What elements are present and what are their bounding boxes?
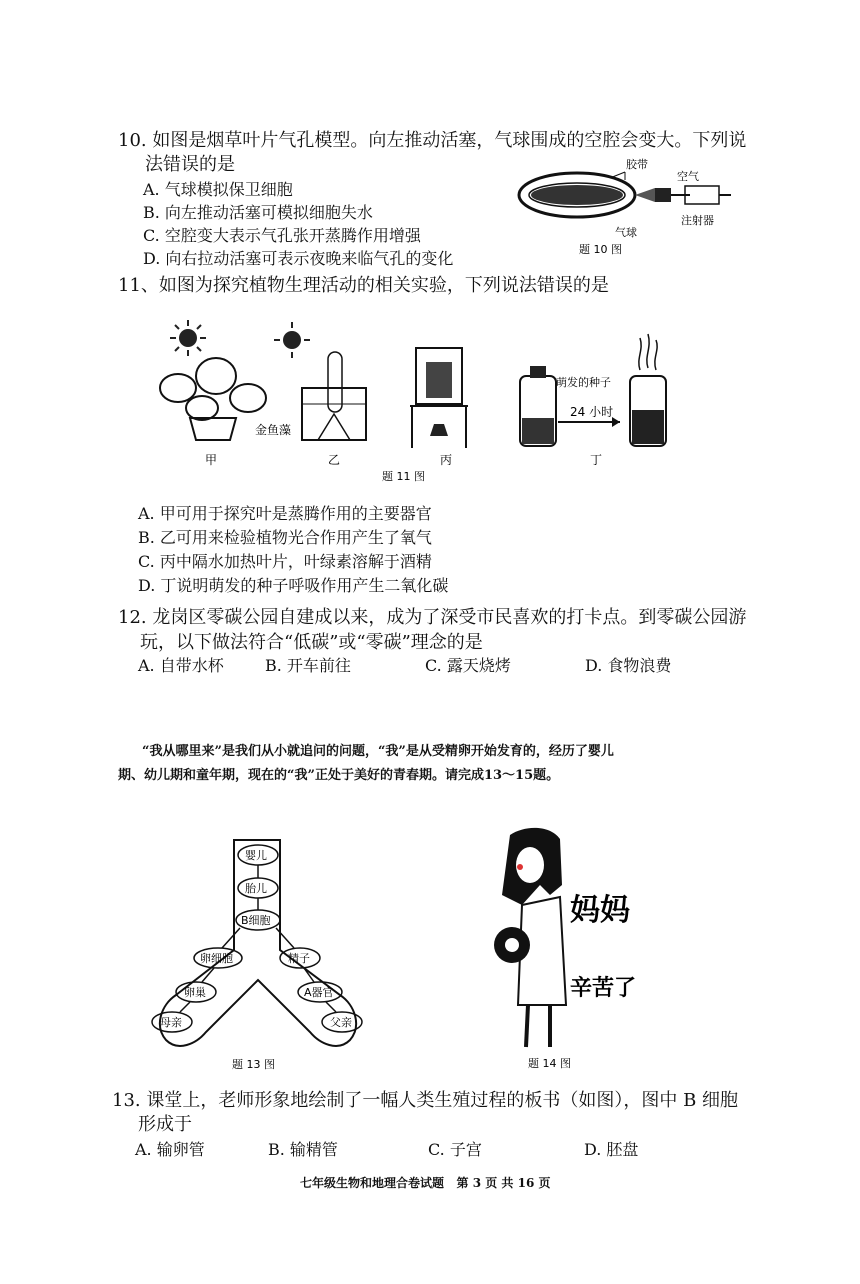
syringe-label: 注射器	[681, 214, 714, 227]
q10-option-c: C. 空腔变大表示气孔张开蒸腾作用增强	[143, 226, 421, 245]
plant-experiments-figure	[150, 318, 710, 483]
reproduction-diagram	[140, 830, 380, 1075]
fig14-text-xinkule: 辛苦了	[570, 976, 637, 1001]
q13-fig-caption: 题 13 图	[232, 1058, 275, 1071]
q10-option-d: D. 向右拉动活塞可表示夜晚来临气孔的变化	[143, 249, 454, 268]
jia-label: 甲	[205, 453, 218, 467]
q12-option-c: C. 露天烧烤	[425, 656, 511, 675]
air-label: 空气	[677, 170, 699, 183]
node-bcell: B细胞	[241, 914, 271, 927]
q10-option-b: B. 向左推动活塞可模拟细胞失水	[143, 203, 373, 222]
intro-line2: 期、幼儿期和童年期，现在的“我”正处于美好的青春期。请完成13～15题。	[118, 768, 560, 783]
time-label: 24 小时	[570, 405, 614, 419]
q11-stem: 11、如图为探究植物生理活动的相关实验，下列说法错误的是	[118, 275, 609, 296]
mother-drawing-figure	[490, 825, 650, 1075]
node-organ-a: A器官	[304, 986, 334, 999]
node-ovary: 卵巢	[184, 986, 206, 999]
ding-setup	[520, 334, 666, 467]
q13-option-a: A. 输卵管	[135, 1140, 205, 1159]
q10-caption: 题 10 图	[579, 243, 622, 256]
q13-option-c: C. 子宫	[428, 1140, 482, 1159]
q12-option-d: D. 食物浪费	[585, 656, 672, 675]
q11-caption: 题 11 图	[382, 470, 425, 483]
q10-option-a: A. 气球模拟保卫细胞	[143, 180, 293, 199]
goldfish-weed-label: 金鱼藻	[255, 423, 292, 437]
tape-label: 胶带	[626, 158, 648, 171]
q12-stem-line2: 玩，以下做法符合“低碳”或“零碳”理念的是	[140, 632, 483, 653]
node-mother: 母亲	[160, 1016, 182, 1029]
ding-label: 丁	[590, 453, 603, 467]
q12-option-a: A. 自带水杯	[138, 656, 224, 675]
fig14-text-mama: 妈妈	[570, 893, 630, 928]
page-footer: 七年级生物和地理合卷试题 第 3 页 共 16 页	[300, 1176, 551, 1190]
q13-option-d: D. 胚盘	[584, 1140, 639, 1159]
q13-stem-line2: 形成于	[138, 1114, 192, 1135]
yi-setup	[255, 322, 366, 467]
intro-line1: “我从哪里来”是我们从小就追问的问题，“我”是从受精卵开始发育的，经历了婴儿	[142, 744, 614, 759]
q10-stem-line1: 10. 如图是烟草叶片气孔模型。向左推动活塞，气球围成的空腔会变大。下列说	[118, 130, 747, 151]
q14-fig-caption: 题 14 图	[528, 1057, 571, 1070]
q11-option-c: C. 丙中隔水加热叶片，叶绿素溶解于酒精	[138, 552, 432, 571]
q12-stem-line1: 12. 龙岗区零碳公园自建成以来，成为了深受市民喜欢的打卡点。到零碳公园游	[118, 607, 747, 628]
q11-option-a: A. 甲可用于探究叶是蒸腾作用的主要器官	[138, 504, 432, 523]
balloon-label: 气球	[615, 226, 637, 239]
node-sperm: 精子	[288, 952, 310, 965]
q11-option-b: B. 乙可用来检验植物光合作用产生了氧气	[138, 528, 432, 547]
q13-option-b: B. 输精管	[268, 1140, 338, 1159]
node-infant: 婴儿	[245, 849, 267, 862]
yi-label: 乙	[328, 453, 341, 467]
seeds-label: 萌发的种子	[556, 376, 611, 389]
bing-setup	[410, 348, 468, 467]
q11-option-d: D. 丁说明萌发的种子呼吸作用产生二氧化碳	[138, 576, 449, 595]
q10-stem-line2: 法错误的是	[145, 154, 235, 175]
bing-label: 丙	[440, 453, 453, 467]
jia-setup	[160, 320, 266, 467]
node-egg: 卵细胞	[200, 952, 233, 965]
stomata-model-figure	[505, 150, 735, 265]
node-father: 父亲	[330, 1016, 352, 1029]
q12-option-b: B. 开车前往	[265, 656, 351, 675]
q13-stem-line1: 13. 课堂上，老师形象地绘制了一幅人类生殖过程的板书（如图），图中 B 细胞	[112, 1090, 739, 1111]
node-fetus: 胎儿	[245, 882, 267, 895]
